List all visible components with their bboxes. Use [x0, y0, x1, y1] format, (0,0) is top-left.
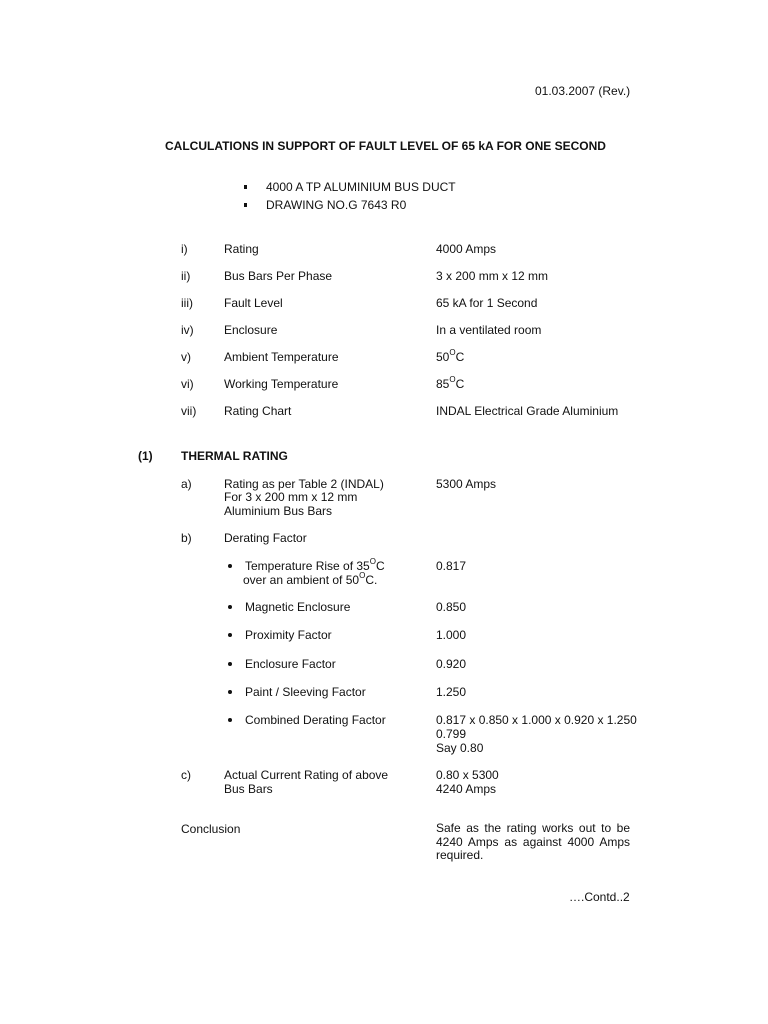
- parameter-label: Enclosure: [224, 323, 278, 337]
- round-bullet-icon: [228, 633, 232, 637]
- item-label-line: Bus Bars: [224, 782, 273, 796]
- item-label-line: For 3 x 200 mm x 12 mm: [224, 490, 358, 504]
- round-bullet-icon: [228, 605, 232, 609]
- item-value-line: 4240 Amps: [436, 782, 497, 796]
- factor-value: 1.000: [436, 628, 467, 642]
- parameter-label: Bus Bars Per Phase: [224, 269, 333, 283]
- parameter-number: v): [181, 350, 191, 364]
- factor-value-line: Say 0.80: [436, 741, 484, 755]
- item-value-line: 0.80 x 5300: [436, 768, 499, 782]
- square-bullet-icon: [244, 203, 247, 207]
- parameter-value: 65 kA for 1 Second: [436, 296, 538, 310]
- item-number: b): [181, 531, 192, 545]
- parameter-label: Rating Chart: [224, 404, 292, 418]
- item-value: 5300 Amps: [436, 477, 497, 491]
- item-label-line: Rating as per Table 2 (INDAL): [224, 477, 384, 491]
- round-bullet-icon: [228, 662, 232, 666]
- parameter-label: Working Temperature: [224, 377, 339, 391]
- parameter-number: i): [181, 242, 188, 256]
- factor-label: Paint / Sleeving Factor: [245, 685, 366, 699]
- document-date: 01.03.2007 (Rev.): [535, 84, 631, 98]
- factor-value: 0.920: [436, 657, 467, 671]
- item-label-line: Actual Current Rating of above: [224, 768, 389, 782]
- square-bullet-icon: [244, 185, 247, 189]
- parameter-label: Ambient Temperature: [224, 350, 339, 364]
- bullet-item: 4000 A TP ALUMINIUM BUS DUCT: [266, 180, 456, 194]
- factor-label-line: over an ambient of $50^OC$.: [243, 571, 378, 587]
- section-number: (1): [138, 449, 153, 463]
- continued-marker: ….Contd..2: [569, 890, 630, 904]
- parameter-number: vi): [181, 377, 194, 391]
- item-label-line: Aluminium Bus Bars: [224, 504, 333, 518]
- factor-label: Temperature Rise of $35^OC$: [245, 557, 385, 573]
- item-label: Derating Factor: [224, 531, 307, 545]
- factor-value: 0.850: [436, 600, 467, 614]
- conclusion-text: Safe as the rating works out to be 4240 Amps as against 4000 Amps required.: [436, 821, 630, 862]
- parameter-value: INDAL Electrical Grade Aluminium: [436, 404, 619, 418]
- round-bullet-icon: [228, 690, 232, 694]
- parameter-value: $85^OC$: [436, 375, 465, 391]
- parameter-label: Rating: [224, 242, 259, 256]
- parameter-number: ii): [181, 269, 191, 283]
- factor-value-line: 0.799: [436, 727, 467, 741]
- round-bullet-icon: [228, 564, 232, 568]
- parameter-value: 4000 Amps: [436, 242, 497, 256]
- document-title: CALCULATIONS IN SUPPORT OF FAULT LEVEL OF 65 kA FOR ONE SECOND: [165, 139, 606, 153]
- parameter-number: iv): [181, 323, 194, 337]
- section-title: THERMAL RATING: [181, 449, 288, 463]
- parameter-value: In a ventilated room: [436, 323, 542, 337]
- parameter-number: vii): [181, 404, 197, 418]
- round-bullet-icon: [228, 718, 232, 722]
- factor-label: Combined Derating Factor: [245, 713, 386, 727]
- conclusion-label: Conclusion: [181, 822, 241, 836]
- item-number: a): [181, 477, 192, 491]
- factor-label: Enclosure Factor: [245, 657, 336, 671]
- factor-label: Proximity Factor: [245, 628, 332, 642]
- parameter-number: iii): [181, 296, 193, 310]
- factor-value: 1.250: [436, 685, 467, 699]
- parameter-value: 3 x 200 mm x 12 mm: [436, 269, 549, 283]
- bullet-item: DRAWING NO.G 7643 R0: [266, 198, 407, 212]
- item-number: c): [181, 768, 191, 782]
- factor-value-line: 0.817 x 0.850 x 1.000 x 0.920 x 1.250: [436, 713, 637, 727]
- parameter-label: Fault Level: [224, 296, 283, 310]
- factor-label: Magnetic Enclosure: [245, 600, 351, 614]
- parameter-value: $50^OC$: [436, 348, 465, 364]
- factor-value: 0.817: [436, 559, 467, 573]
